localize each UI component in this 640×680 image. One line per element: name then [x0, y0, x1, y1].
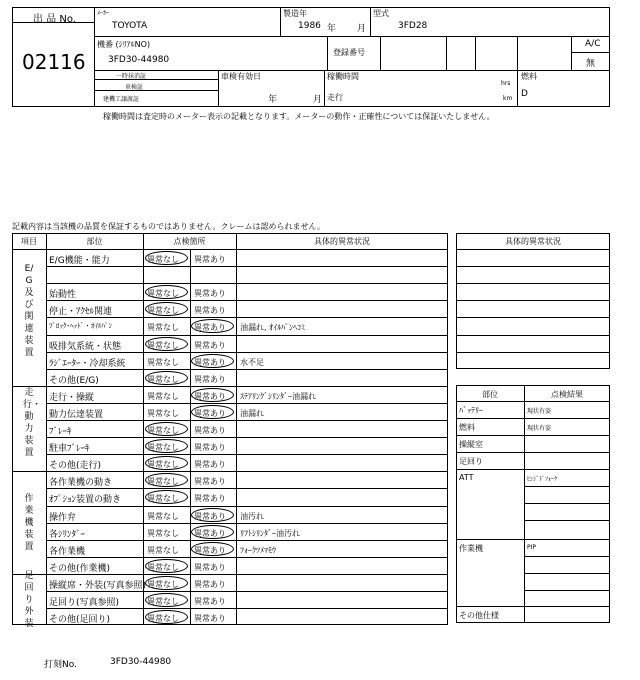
right-top-title: 具体的異常状況 — [505, 237, 561, 246]
check-abnormal[interactable]: 異常あり — [194, 323, 226, 333]
check-abnormal[interactable]: 異常あり — [194, 511, 226, 521]
fuel-value: D — [521, 89, 528, 99]
row-part-label: ﾌﾞﾛｯｸ･ﾍｯﾄﾞ・ｵｲﾙﾊﾟﾝ — [49, 322, 112, 331]
fuel-label: 燃料 — [521, 72, 537, 81]
result-value: PIP — [527, 544, 537, 551]
result-label: 操縦室 — [459, 440, 483, 449]
circle-mark-abnormal — [191, 525, 234, 539]
group-label: 作業機装置 — [24, 493, 34, 552]
check-normal[interactable]: 異常なし — [147, 443, 179, 453]
maker-value: TOYOTA — [112, 21, 148, 31]
row-detail: ﾘﾌﾄｼﾘﾝﾀﾞｰ油汚れ — [240, 528, 300, 538]
right-bottom-col-part: 部位 — [482, 390, 498, 399]
row-part-label: E/G機能・能力 — [49, 256, 110, 266]
row-part-label: 各ｼﾘﾝﾀﾞｰ — [49, 529, 86, 540]
header-part: 部位 — [86, 237, 103, 246]
check-abnormal[interactable]: 異常あり — [194, 494, 226, 504]
check-normal[interactable]: 異常なし — [147, 460, 179, 470]
lot-number: 02116 — [22, 50, 86, 74]
check-abnormal[interactable]: 異常あり — [194, 460, 226, 470]
check-normal[interactable]: 異常なし — [147, 562, 179, 572]
check-normal[interactable]: 異常なし — [147, 289, 179, 299]
ac-value: 無 — [586, 59, 596, 69]
check-normal[interactable]: 異常なし — [147, 511, 179, 521]
serial-value: 3FD30-44980 — [108, 55, 170, 65]
check-abnormal[interactable]: 異常あり — [194, 443, 226, 453]
check-abnormal[interactable]: 異常あり — [194, 340, 226, 350]
row-part-label: 足回り(写真参照) — [49, 598, 120, 608]
stamp-label: 打刻No. — [44, 660, 77, 670]
circle-mark-normal — [145, 576, 188, 590]
row-part-label: 始動性 — [49, 290, 77, 301]
row-detail: ﾌｫｰｸﾂﾒﾏﾓｳ — [240, 545, 276, 555]
model-label: 型式 — [373, 9, 389, 18]
maker-label: ﾒｰｶｰ — [97, 10, 110, 17]
check-abnormal[interactable]: 異常あり — [194, 614, 226, 624]
group-label: E/G及び関連装置 — [24, 264, 34, 359]
hours-label: 稼働時間 — [327, 72, 359, 81]
check-normal[interactable]: 異常なし — [147, 494, 179, 504]
check-normal[interactable]: 異常なし — [147, 357, 179, 367]
row-part-label: ﾗｼﾞｴｰﾀｰ・冷却系統 — [49, 358, 126, 369]
check-normal[interactable]: 異常なし — [147, 374, 179, 384]
check-normal[interactable]: 異常なし — [147, 408, 179, 418]
result-value: 現状有姿 — [527, 408, 552, 415]
check-abnormal[interactable]: 異常あり — [194, 597, 226, 606]
row-detail: 水不足 — [240, 357, 264, 367]
check-normal[interactable]: 異常なし — [147, 426, 179, 435]
row-part-label: 駐車ﾌﾞﾚｰｷ — [49, 444, 90, 455]
check-abnormal[interactable]: 異常あり — [194, 408, 226, 418]
header-check: 点検箇所 — [173, 237, 206, 246]
mileage-unit: km — [503, 95, 513, 102]
transfer-cert-label: 建機工譲渡証 — [103, 96, 140, 103]
temp-cert-label: 一時抹消証 — [116, 73, 147, 80]
check-normal[interactable]: 異常なし — [147, 579, 179, 589]
inspection-year-unit: 年 — [268, 95, 278, 105]
check-normal[interactable]: 異常なし — [147, 340, 179, 350]
model-value: 3FD28 — [398, 21, 428, 31]
group-label: 走行・動力装置 — [23, 387, 42, 458]
stamp-value: 3FD30-44980 — [110, 657, 172, 667]
result-value: 現状有姿 — [527, 425, 552, 432]
check-abnormal[interactable]: 異常あり — [194, 579, 226, 589]
row-part-label: ﾌﾞﾚｰｷ — [49, 427, 72, 437]
result-label: 燃料 — [459, 423, 475, 432]
row-part-label: ｵﾌﾟｼｮﾝ装置の動き — [49, 495, 122, 506]
right-bottom-col-result: 点検結果 — [551, 390, 583, 399]
row-detail: 油汚れ — [240, 511, 264, 521]
check-normal[interactable]: 異常なし — [147, 528, 179, 538]
result-label: 作業機 — [459, 544, 483, 553]
check-abnormal[interactable]: 異常あり — [194, 545, 226, 555]
hours-unit: hrs — [501, 80, 511, 87]
row-part-label: その他(作業機) — [49, 563, 111, 574]
header-detail: 具体的異常状況 — [314, 237, 370, 246]
check-abnormal[interactable]: 異常あり — [194, 528, 226, 538]
serial-label: 機番 (ｼﾘｱﾙNO) — [97, 40, 151, 49]
check-normal[interactable]: 異常なし — [147, 614, 179, 624]
check-abnormal[interactable]: 異常あり — [194, 426, 226, 435]
check-abnormal[interactable]: 異常あり — [194, 391, 226, 401]
result-label: ATT — [459, 473, 474, 482]
lot-label: 出 品 No. — [33, 14, 76, 25]
inspection-label: 車検有効日 — [221, 72, 261, 81]
check-abnormal[interactable]: 異常あり — [194, 357, 226, 367]
check-abnormal[interactable]: 異常あり — [194, 562, 226, 572]
circle-mark-abnormal — [191, 354, 234, 368]
row-detail: 油漏れ — [240, 408, 264, 418]
row-part-label: 操縦席・外装(写真参照) — [49, 580, 147, 591]
result-label: ﾊﾞｯﾃﾘｰ — [459, 406, 483, 415]
year-unit: 年 — [327, 24, 337, 34]
circle-mark-abnormal — [191, 388, 234, 402]
circle-mark-abnormal — [191, 542, 234, 556]
row-part-label: その他(足回り) — [49, 615, 111, 626]
circle-mark-abnormal — [191, 405, 234, 419]
circle-mark-normal — [145, 559, 188, 573]
row-part-label: 各作業機の動き — [49, 478, 113, 489]
row-part-label: 吸排気系統・状態 — [49, 341, 122, 352]
row-part-label: その他(E/G) — [49, 375, 99, 386]
check-abnormal[interactable]: 異常あり — [194, 306, 226, 316]
header-item: 項目 — [21, 237, 37, 246]
row-part-label: 停止・ｱｸｾﾙ関連 — [49, 307, 113, 318]
check-normal[interactable]: 異常なし — [147, 477, 179, 487]
check-abnormal[interactable]: 異常あり — [194, 255, 226, 264]
check-abnormal[interactable]: 異常あり — [194, 289, 226, 299]
check-normal[interactable]: 異常なし — [147, 255, 179, 264]
year-value: 1986 — [298, 21, 321, 31]
check-normal[interactable]: 異常なし — [147, 597, 179, 606]
row-part-label: 操作弁 — [49, 512, 77, 523]
check-normal[interactable]: 異常なし — [147, 391, 179, 401]
circle-mark-normal — [145, 251, 188, 265]
circle-mark-normal — [145, 371, 188, 385]
result-value: ﾋﾝｼﾞﾄﾞﾌｫｰｸ — [527, 476, 558, 483]
row-part-label: 動力伝達装置 — [49, 409, 104, 420]
group-label: 足回り外装 — [24, 570, 34, 629]
result-label: その他仕様 — [459, 611, 499, 620]
check-normal[interactable]: 異常なし — [147, 306, 179, 316]
check-abnormal[interactable]: 異常あり — [194, 477, 226, 487]
check-normal[interactable]: 異常なし — [147, 545, 179, 555]
row-detail: ｽﾃｱﾘﾝｸﾞｼﾘﾝﾀﾞｰ油漏れ — [240, 391, 316, 401]
mileage-label: 走行 — [327, 93, 343, 102]
check-abnormal[interactable]: 異常あり — [194, 374, 226, 384]
vehicle-cert-label: 車検証 — [125, 84, 144, 91]
meter-note: 稼働時間は査定時のメーター表示の記載となります。メーターの動作・正確性については保証いたしません。 — [103, 112, 495, 121]
reg-label: 登録番号 — [333, 48, 365, 57]
check-normal[interactable]: 異常なし — [147, 323, 179, 333]
disclaimer: 記載内容は当該機の品質を保証するものではありません。クレームは認められません。 — [12, 222, 325, 231]
result-label: 足回り — [459, 457, 483, 466]
year-label: 製造年 — [283, 9, 307, 18]
circle-mark-normal — [145, 593, 188, 607]
ac-label: A/C — [585, 39, 601, 49]
row-part-label: 走行・操縦 — [49, 392, 95, 403]
row-part-label: その他(走行) — [49, 461, 102, 472]
circle-mark-normal — [145, 337, 188, 351]
month-unit: 月 — [357, 24, 367, 34]
circle-mark-abnormal — [191, 508, 234, 522]
inspection-month-unit: 月 — [313, 95, 323, 105]
row-part-label: 各作業機 — [49, 546, 86, 557]
circle-mark-normal — [145, 422, 188, 436]
row-detail: 油漏れ, ｵｲﾙﾊﾟﾝﾍｺﾐ — [240, 323, 306, 333]
